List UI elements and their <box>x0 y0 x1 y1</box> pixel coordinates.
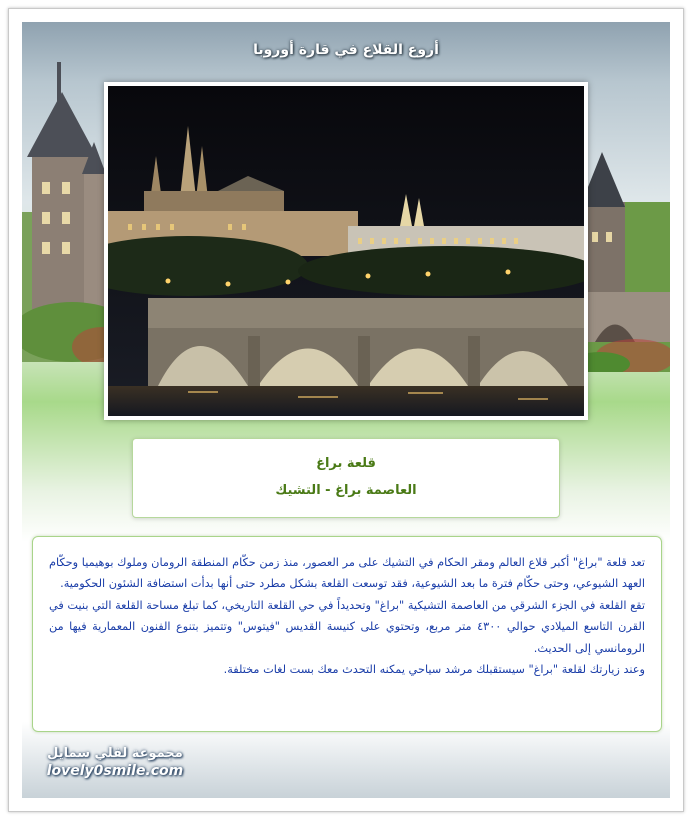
page-title: أروع القلاع في قارة أوروبا <box>253 42 439 58</box>
right-castle-decoration <box>580 142 670 372</box>
description-text <box>49 552 645 680</box>
content-panel <box>22 22 670 798</box>
site-url: lovely0smile.com <box>46 763 184 779</box>
site-name-arabic: مجموعة لقلي سمايل <box>47 746 183 761</box>
paragraph-1: تعد قلعة "براغ" أكبر قلاع العالم ومقر الحكام في التشيك على مر العصور، منذ زمن حكّام المنطقة الرومان وملوك بوهيميا وحكّام العهد الشيوعي، وحتى حكّام فترة ما بعد الشيوعية، فقد توسعت القلعة بشكل مطرد حتى أنها بدأت استضافة الشئون الحكومية. <box>49 556 645 591</box>
paragraph-3: وعند زيارتك لقلعة "براغ" سيستقبلك مرشد سياحي يمكنه التحدث معك بست لغات مختلفة. <box>223 663 645 677</box>
castle-photo <box>104 82 588 420</box>
castle-location: العاصمة براغ - التشيك <box>275 483 417 498</box>
castle-name: قلعة براغ <box>316 456 376 471</box>
description-box <box>32 536 662 732</box>
paragraph-2: تقع القلعة في الجزء الشرقي من العاصمة التشيكية "براغ" وتحديداً في حي القلعة التاريخي، كما تبلغ مساحة القلعة التي بنيت في القرن التاسع الميلادي حوالي ٤٣٠٠ متر مربع، وتحتوي على كنيسة القديس "فيتوس" وتتميز بتنوع الفنون المعمارية فيها من الرومانسي إلى الحديث. <box>49 598 645 655</box>
castle-caption <box>132 438 560 518</box>
site-credit <box>30 746 200 779</box>
prague-castle-night-image <box>108 86 584 416</box>
